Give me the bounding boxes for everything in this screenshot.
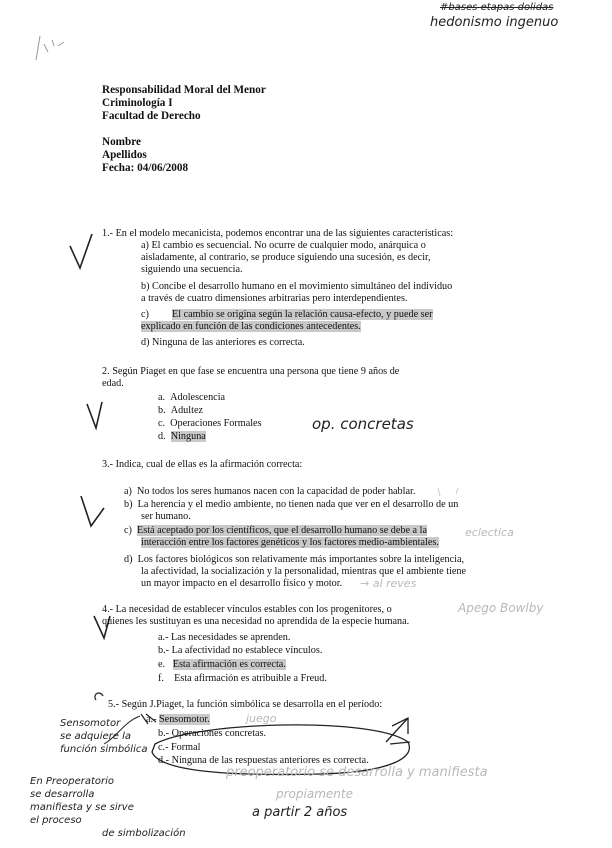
- faint-note-preoperatorio: preoperatorio se desarrolla y manifiesta: [226, 765, 488, 780]
- q3-option-b-line2: ser humano.: [141, 511, 191, 522]
- q4-option-b: b.- La afectividad no establece vínculos.: [158, 645, 323, 656]
- checkmark-q2: [87, 402, 102, 428]
- q5-stem: 5.- Según J.Piaget, la función simbólica se desarrolla en el período:: [108, 699, 383, 710]
- q1-stem: 1.- En el modelo mecanicista, podemos encontrar una de las siguientes características:: [102, 228, 454, 239]
- faint-note-al-reves: → al reves: [360, 577, 417, 590]
- faint-ticks: [438, 488, 458, 496]
- checkmark-q3: [81, 496, 104, 526]
- left-note-sensomotor: Sensomotor se adquiere la función simbólica: [60, 718, 148, 755]
- note-a-partir-2-anos: a partir 2 años: [252, 805, 348, 820]
- q2-stem-line1: 2. Según Piaget en que fase se encuentra una persona que tiene 9 años de: [102, 366, 400, 377]
- checkmark-q1: [70, 234, 92, 268]
- q5-option-a: a.- Sensomotor.: [146, 714, 210, 725]
- arrow-mark: [386, 718, 410, 744]
- q3-option-a: a) No todos los seres humanos nacen con la capacidad de poder hablar.: [124, 486, 416, 497]
- name-label: Nombre: [102, 136, 141, 148]
- struck-handwriting: #bases etapas dolidas: [440, 2, 554, 13]
- handwriting-op-concretas: op. concretas: [312, 415, 414, 433]
- q3-option-c-line2: interacción entre los factores genéticos y los factores medio-ambientales.: [141, 537, 439, 548]
- q2-option-a: a. Adolescencia: [158, 392, 226, 403]
- faculty: Facultad de Derecho: [102, 110, 201, 122]
- exam-header: [102, 84, 266, 175]
- q1-option-a-line3: siguiendo una secuencia.: [141, 264, 243, 275]
- handwriting-hedonismo: hedonismo ingenuo: [430, 15, 559, 30]
- q1-option-b-line1: b) Concibe el desarrollo humano en el movimiento simultáneo del individuo: [141, 281, 453, 292]
- q5-option-d: d.- Ninguna de las respuestas anteriores es correcta.: [158, 755, 369, 766]
- q1-option-c-line2: explicado en función de las condiciones antecedentes.: [141, 321, 361, 332]
- course-title: Responsabilidad Moral del Menor: [102, 84, 266, 96]
- q3-option-d-line2: la afectividad, la socialización y la personalidad, mientras que el ambiente tiene: [141, 566, 467, 577]
- q4-option-a: a.- Las necesidades se aprenden.: [158, 632, 291, 643]
- pen-hook-q5: [95, 693, 103, 700]
- q2-option-d: d. Ninguna: [158, 431, 206, 442]
- faint-note-eclectica: eclectica: [465, 526, 514, 539]
- surname-label: Apellidos: [102, 149, 147, 161]
- q1-option-b-line2: a través de cuatro dimensiones arbitrarias pero interdependientes.: [141, 293, 408, 304]
- q4-option-f: f. Esta afirmación es atribuible a Freud.: [158, 673, 327, 684]
- q3-option-d-line3: un mayor impacto en el desarrollo físico y motor.: [141, 578, 343, 589]
- q2-option-b: b. Adultez: [158, 405, 203, 416]
- q5-option-b: b.- Operaciones concretas.: [158, 728, 267, 739]
- left-note-preoperatorio: En Preoperatorio se desarrolla manifiesta y se sirve el proceso de simbolización: [30, 776, 186, 839]
- q3-option-c-line1: c) Está aceptado por los científicos, que el desarrollo humano se debe a la: [124, 525, 427, 536]
- q1-option-c-label: c): [141, 309, 149, 320]
- corner-scribble: [36, 36, 64, 60]
- q1-option-d: d) Ninguna de las anteriores es correcta.: [141, 337, 305, 348]
- q4-option-e: e. Esta afirmación es correcta.: [158, 659, 286, 670]
- exam-date: Fecha: 04/06/2008: [102, 162, 189, 174]
- q2-stem-line2: edad.: [102, 378, 124, 389]
- q3-option-b-line1: b) La herencia y el medio ambiente, no tienen nada que ver en el desarrollo de un: [124, 499, 459, 510]
- course-subject: Criminología I: [102, 97, 173, 109]
- q1-option-c-line1: El cambio se origina según la relación causa-efecto, y puede ser: [172, 309, 433, 320]
- q1-option-a-line1: a) El cambio es secuencial. No ocurre de cualquier modo, anárquica o: [141, 240, 426, 251]
- q5-option-c: c.- Formal: [158, 742, 201, 753]
- faint-note-propiamente: propiamente: [276, 787, 353, 801]
- q4-stem-line2: quienes les sustituyan es una necesidad no aprendida de la especie humana.: [102, 616, 410, 627]
- q3-option-d-line1: d) Los factores biológicos son relativamente más importantes sobre la inteligencia,: [124, 554, 465, 565]
- q2-option-c: c. Operaciones Formales: [158, 418, 262, 429]
- q1-option-a-line2: aisladamente, al contrario, se produce siguiendo una sucesión, es decir,: [141, 252, 431, 263]
- q4-stem-line1: 4.- La necesidad de establecer vínculos estables con los progenitores, o: [102, 604, 392, 615]
- faint-note-juego: juego: [246, 712, 277, 725]
- q3-stem: 3.- Indica, cual de ellas es la afirmación correcta:: [102, 459, 303, 470]
- faint-note-apego-bowlby: Apego Bowlby: [458, 601, 544, 615]
